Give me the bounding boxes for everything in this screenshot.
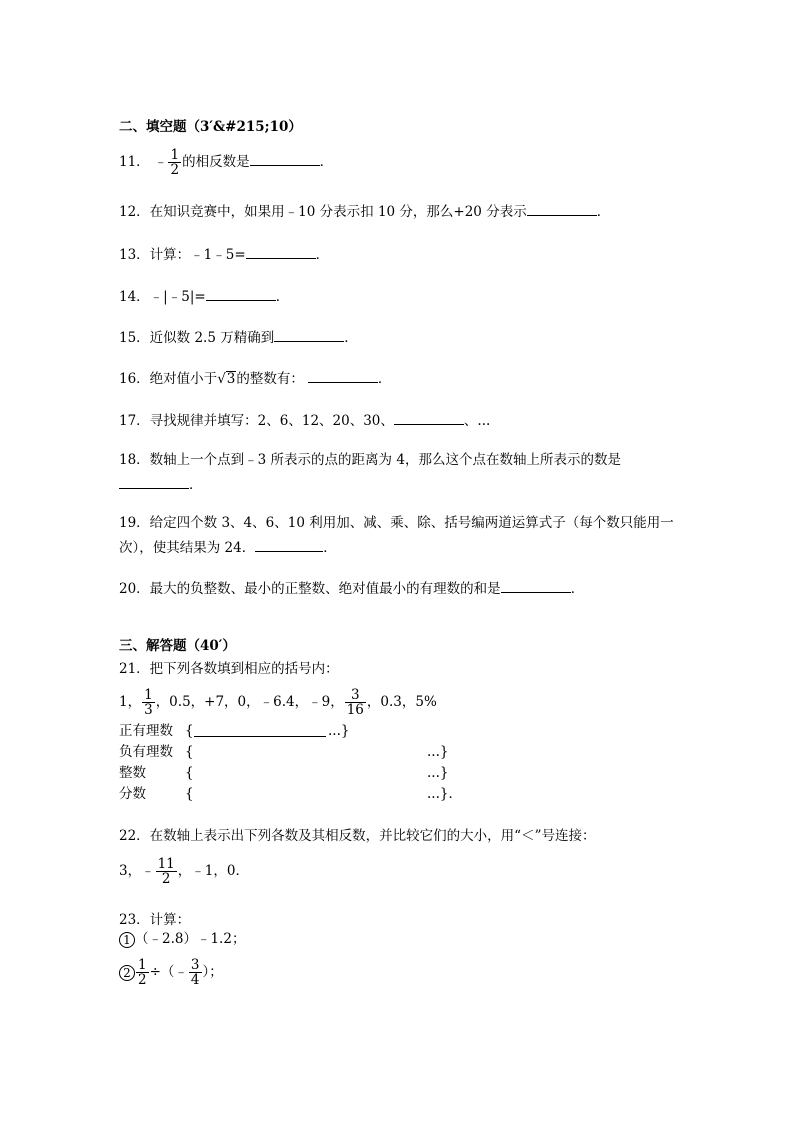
question-20 [119,578,584,598]
q15-answer-blank[interactable] [274,327,344,342]
q16-pre: 16．绝对值小于 [119,371,218,387]
q21-row-label: 分数 [119,786,146,802]
q21-row-open: { [185,786,194,802]
q23-fraction-2-denominator: 4 [190,972,200,988]
q23-fraction-1-numerator: 1 [138,957,147,973]
q18-answer-blank[interactable] [119,474,189,489]
q23-fraction-1-denominator: 2 [138,972,147,988]
q21-fraction-1 [142,688,155,717]
q17-end: 、... [463,413,491,429]
q21-row-label: 正有理数 [119,723,173,739]
q16-end: ． [377,371,392,387]
q23-fraction-2 [189,958,202,987]
q23-mid: ÷（﹣ [149,964,188,980]
q21-row-0-blank[interactable] [194,722,326,737]
q16-post: 的整数有： [236,371,304,387]
question-19-line2 [119,537,337,557]
q12-text: 12．在知识竞赛中，如果用﹣10 分表示扣 10 分，那么+20 分表示 [119,204,527,220]
q11-number: 11． [119,154,150,170]
q21-row-close: ...}． [427,786,462,802]
q13-answer-blank[interactable] [246,244,316,259]
q21-row-close: ...} [427,744,449,760]
q21-fraction-1-numerator: 1 [144,687,153,703]
q21-row-open: { [185,723,194,739]
q11-sign: ﹣ [153,154,168,170]
q11-end: ． [319,154,334,170]
question-19-line1: 19．给定四个数 3、4、6、10 利用加、减、乘、除、括号编两道运算式子（每个数只能用一 [119,515,674,531]
q11-fraction-numerator: 1 [170,147,180,163]
q11-fraction-denominator: 2 [170,162,180,178]
q17-text: 17．寻找规律并填写：2、6、12、20、30、 [119,413,394,429]
q19-answer-blank[interactable] [255,537,323,552]
q21-row-open: { [185,765,194,781]
q21-fraction-2-numerator: 3 [345,688,366,703]
q22-title: 22．在数轴上表示出下列各数及其相反数，并比较它们的大小，用“＜”号连接： [119,828,596,844]
q16-radicand: 3 [226,371,236,387]
question-17 [119,410,490,430]
q14-text: 14．﹣|﹣5|= [119,289,206,305]
q20-answer-blank[interactable] [501,578,571,593]
circled-number-icon: 2 [119,965,135,981]
q22-fraction-numerator: 11 [157,856,175,872]
q12-end: ． [596,204,611,220]
q21-numbers-a: 1， [119,694,142,710]
q11-answer-blank[interactable] [250,151,320,166]
sqrt-sign-icon: √ [217,371,226,387]
q12-answer-blank[interactable] [527,201,597,216]
q11-text: 的相反数是 [182,154,250,170]
q18-end: ． [189,477,203,493]
q21-row-label: 负有理数 [119,744,173,760]
q17-answer-blank[interactable] [394,410,464,425]
q21-fraction-2-denominator: 16 [346,702,364,718]
q20-end: ． [570,581,585,597]
q15-text: 15．近似数 2.5 万精确到 [119,330,275,346]
q14-answer-blank[interactable] [206,286,276,301]
q21-fraction-2 [345,688,366,717]
q21-numbers-c: ，0.3，5% [366,694,437,710]
q21-numbers-b: ，0.5，+7，0，﹣6.4，﹣9， [155,694,344,710]
question-13 [119,244,329,264]
q13-end: ． [315,247,330,263]
section3-heading: 三、解答题（40′） [119,638,236,654]
question-18-line2 [119,474,203,494]
q23-fraction-2-numerator: 3 [190,957,200,973]
q23-fraction-1 [136,958,149,987]
q19-end: ． [323,540,337,556]
q22-fraction [156,857,177,886]
q21-row-label: 整数 [119,765,146,781]
q23-part-2 [119,958,223,987]
circled-number-icon: 1 [119,932,135,948]
q14-end: ． [275,289,290,305]
q22-fraction-denominator: 2 [161,871,171,887]
q11-fraction [168,148,181,177]
q22-pre: 3，﹣ [119,863,155,879]
q23-title: 23．计算： [119,912,191,928]
q22-post: ，﹣1，0． [177,863,249,879]
q21-row-close: ...} [427,765,449,781]
question-16 [119,368,391,388]
question-12 [119,201,610,221]
question-18-line1: 18．数轴上一个点到﹣3 所表示的点的距离为 4，那么这个点在数轴上所表示的数是 [119,452,621,468]
q20-text: 20．最大的负整数、最小的正整数、绝对值最小的有理数的和是 [119,581,501,597]
question-14 [119,286,289,306]
q15-end: ． [344,330,358,346]
section2-heading: 二、填空题（3′&#215;10） [119,119,302,135]
q23-post: ）； [202,964,223,980]
q21-title: 21．把下列各数填到相应的括号内： [119,661,339,677]
q22-numbers [119,857,249,886]
q21-fraction-1-denominator: 3 [144,702,153,718]
question-11 [119,148,333,177]
question-15 [119,327,358,347]
q13-text: 13．计算：﹣1﹣5= [119,247,246,263]
q19-text: 次），使其结果为 24． [119,540,256,556]
q21-row-open: { [185,744,194,760]
q23-part-1 [119,930,245,948]
q16-answer-blank[interactable] [308,368,378,383]
q21-numbers [119,688,437,717]
q23-part-1-text: （﹣2.8）﹣1.2； [135,931,246,947]
q21-row-close: ...} [328,723,350,739]
